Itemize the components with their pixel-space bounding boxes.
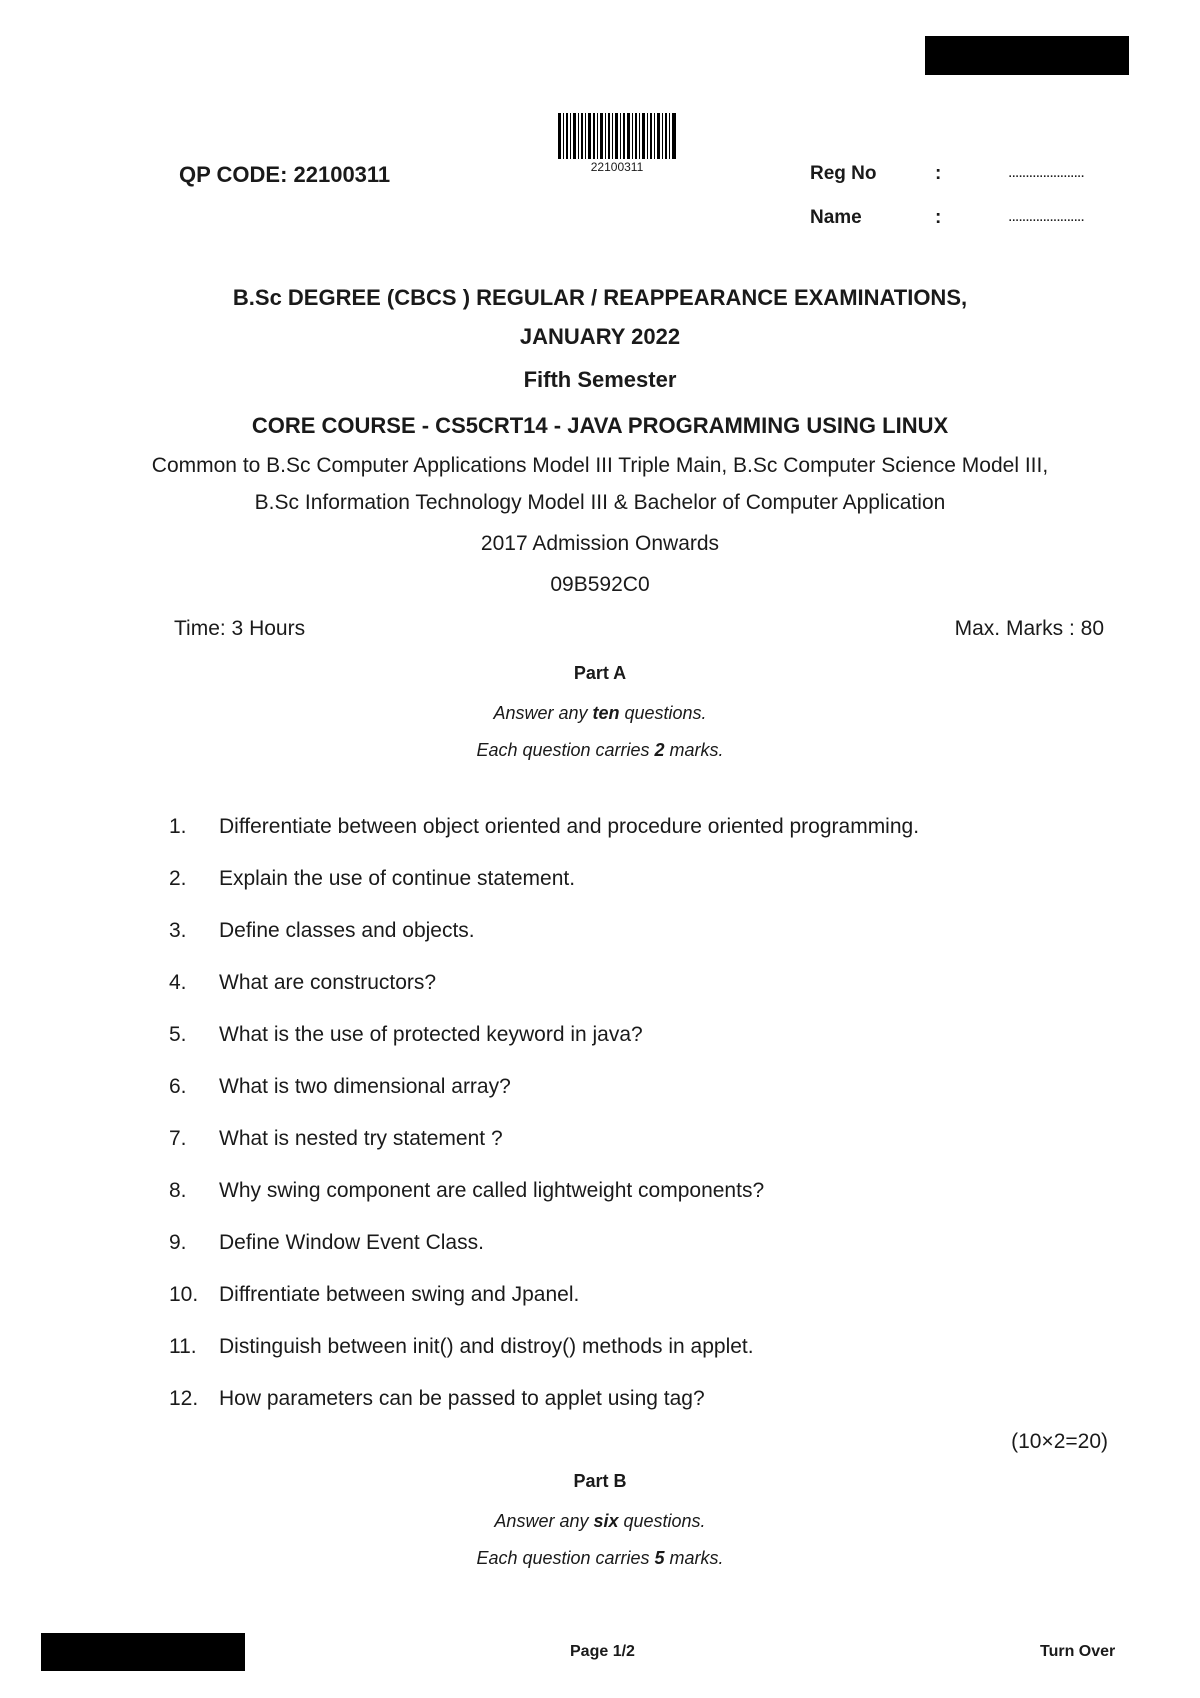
question-number: 7. — [169, 1127, 187, 1150]
reg-no-colon: : — [935, 163, 942, 184]
common-to-line-1: Common to B.Sc Computer Applications Model III Triple Main, B.Sc Computer Science Model III, — [151, 454, 1049, 477]
reg-no-label: Reg No — [810, 163, 877, 184]
name-label: Name — [810, 207, 862, 228]
exam-duration: Time: 3 Hours — [174, 617, 306, 640]
question-text: Define Window Event Class. — [219, 1231, 484, 1254]
part-b-instruction-1: Answer any six questions. — [494, 1511, 706, 1531]
question-item — [0, 1075, 1200, 1127]
question-number: 5. — [169, 1023, 187, 1046]
paper-code: 09B592C0 — [550, 573, 650, 596]
question-item — [0, 1283, 1200, 1335]
part-a-title: Part A — [573, 663, 627, 683]
question-text: Diffrentiate between swing and Jpanel. — [219, 1283, 580, 1306]
question-text: What is the use of protected keyword in java? — [219, 1023, 643, 1046]
part-a-instruction-1: Answer any ten questions. — [493, 703, 707, 723]
question-item — [0, 919, 1200, 971]
redaction-block-bottom — [41, 1633, 245, 1671]
course-heading: CORE COURSE - CS5CRT14 - JAVA PROGRAMMING USING LINUX — [251, 413, 949, 438]
question-item — [0, 1335, 1200, 1387]
question-item — [0, 1023, 1200, 1075]
question-item — [0, 867, 1200, 919]
part-a-marks-total: (10×2=20) — [1011, 1430, 1108, 1453]
part-b-instruction-2: Each question carries 5 marks. — [476, 1548, 724, 1568]
question-number: 11. — [169, 1335, 197, 1358]
turn-over-label: Turn Over — [1040, 1643, 1116, 1660]
admission-line: 2017 Admission Onwards — [480, 532, 720, 555]
question-number: 1. — [169, 815, 187, 838]
exam-title-line-2: JANUARY 2022 — [519, 324, 681, 349]
qp-code: QP CODE: 22100311 — [179, 162, 391, 187]
redaction-block-top — [925, 36, 1129, 75]
part-a-instruction-2: Each question carries 2 marks. — [476, 740, 724, 760]
question-text: What is two dimensional array? — [219, 1075, 511, 1098]
part-a-question-list — [0, 815, 1200, 1439]
barcode-image — [558, 113, 676, 159]
barcode-number: 22100311 — [590, 160, 644, 174]
question-text: How parameters can be passed to applet using tag? — [219, 1387, 705, 1410]
question-text: Distinguish between init() and distroy() methods in applet. — [219, 1335, 754, 1358]
semester-heading: Fifth Semester — [523, 367, 677, 392]
question-number: 10. — [169, 1283, 199, 1306]
question-number: 3. — [169, 919, 187, 942]
max-marks: Max. Marks : 80 — [954, 617, 1104, 640]
reg-no-blank: ...................... — [1008, 164, 1084, 181]
common-to-line-2: B.Sc Information Technology Model III & Bachelor of Computer Application — [254, 491, 946, 514]
question-text: Define classes and objects. — [219, 919, 475, 942]
question-text: What are constructors? — [219, 971, 437, 994]
question-number: 2. — [169, 867, 187, 890]
question-item — [0, 815, 1200, 867]
question-text: What is nested try statement ? — [219, 1127, 503, 1150]
page-number: Page 1/2 — [570, 1643, 635, 1660]
question-text: Why swing component are called lightweight components? — [219, 1179, 765, 1202]
question-number: 4. — [169, 971, 187, 994]
name-blank: ...................... — [1008, 208, 1084, 225]
question-number: 9. — [169, 1231, 187, 1254]
question-number: 12. — [169, 1387, 199, 1410]
question-item — [0, 1127, 1200, 1179]
question-item — [0, 1231, 1200, 1283]
question-text: Explain the use of continue statement. — [219, 867, 576, 890]
question-number: 6. — [169, 1075, 187, 1098]
name-colon: : — [935, 207, 942, 228]
part-b-title: Part B — [573, 1471, 627, 1491]
exam-title-line-1: B.Sc DEGREE (CBCS ) REGULAR / REAPPEARANCE EXAMINATIONS, — [232, 285, 968, 310]
question-item — [0, 971, 1200, 1023]
question-number: 8. — [169, 1179, 187, 1202]
question-text: Differentiate between object oriented and procedure oriented programming. — [219, 815, 920, 838]
question-item — [0, 1179, 1200, 1231]
